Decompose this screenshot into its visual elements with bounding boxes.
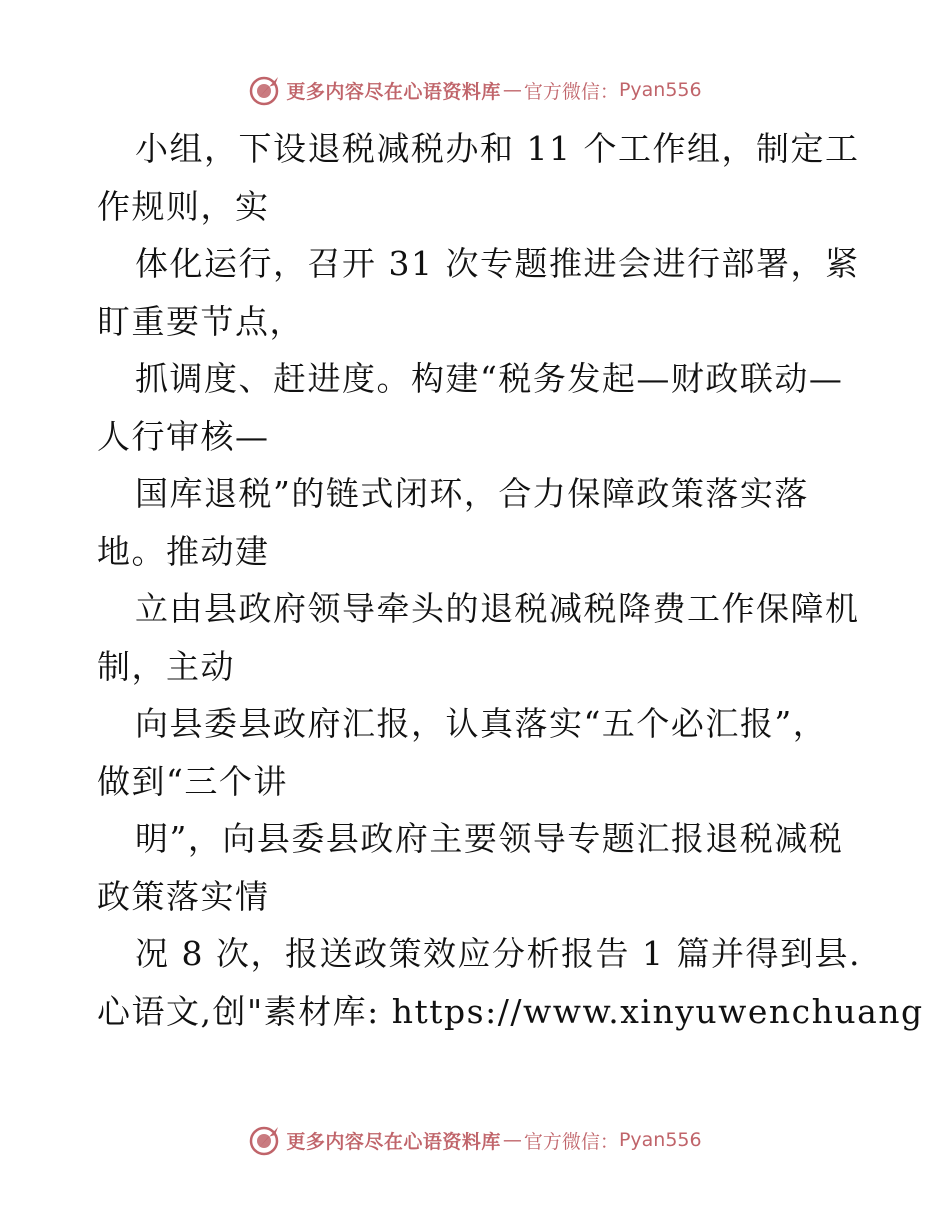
- quill-logo-icon: [248, 73, 282, 107]
- text-line: 人行审核—: [97, 416, 270, 456]
- watermark-site-text: 更多内容尽在心语资料库: [286, 1130, 501, 1153]
- text-line: 向县委县政府汇报，认真落实“五个必汇报”，: [135, 704, 828, 743]
- watermark-wechat-id: Pyan556: [618, 79, 702, 101]
- text-line: 明”，向县委县政府主要领导专题汇报退税减税: [135, 819, 844, 858]
- text-line: 政策落实情: [97, 876, 270, 916]
- quill-logo-icon: [248, 1123, 282, 1157]
- watermark-separator: —: [502, 1129, 522, 1151]
- text-line: 国库退税”的链式闭环，合力保障政策落实落: [135, 474, 809, 513]
- watermark-wechat-label: 官方微信：: [523, 1130, 619, 1153]
- text-line: 抓调度、赶进度。构建“税务发起—财政联动—: [135, 359, 844, 398]
- watermark-wechat-label: 官方微信：: [523, 80, 619, 103]
- text-line: 立由县政府领导牵头的退税减税降费工作保障机: [135, 589, 860, 628]
- watermark-site-text: 更多内容尽在心语资料库: [286, 80, 501, 103]
- footer-watermark: [0, 1120, 950, 1160]
- header-watermark: [0, 70, 950, 110]
- document-body: [97, 120, 924, 1040]
- watermark-wechat-id: Pyan556: [618, 1129, 702, 1151]
- text-line: 体化运行，召开 31 次专题推进会进行部署，紧: [135, 244, 860, 283]
- text-line: 小组，下设退税减税办和 11 个工作组，制定工: [135, 129, 860, 168]
- text-line: 制，主动: [97, 646, 235, 686]
- text-line: 做到“三个讲: [97, 761, 288, 801]
- text-line: 盯重要节点，: [97, 301, 304, 341]
- text-line: 地。推动建: [97, 531, 270, 571]
- watermark-separator: —: [502, 79, 522, 101]
- text-line: 作规则，实: [97, 186, 270, 226]
- text-line: 心语文,创"素材库: https://www.xinyuwenchuang: [97, 991, 924, 1031]
- text-line: 况 8 次，报送政策效应分析报告 1 篇并得到县.: [135, 934, 861, 973]
